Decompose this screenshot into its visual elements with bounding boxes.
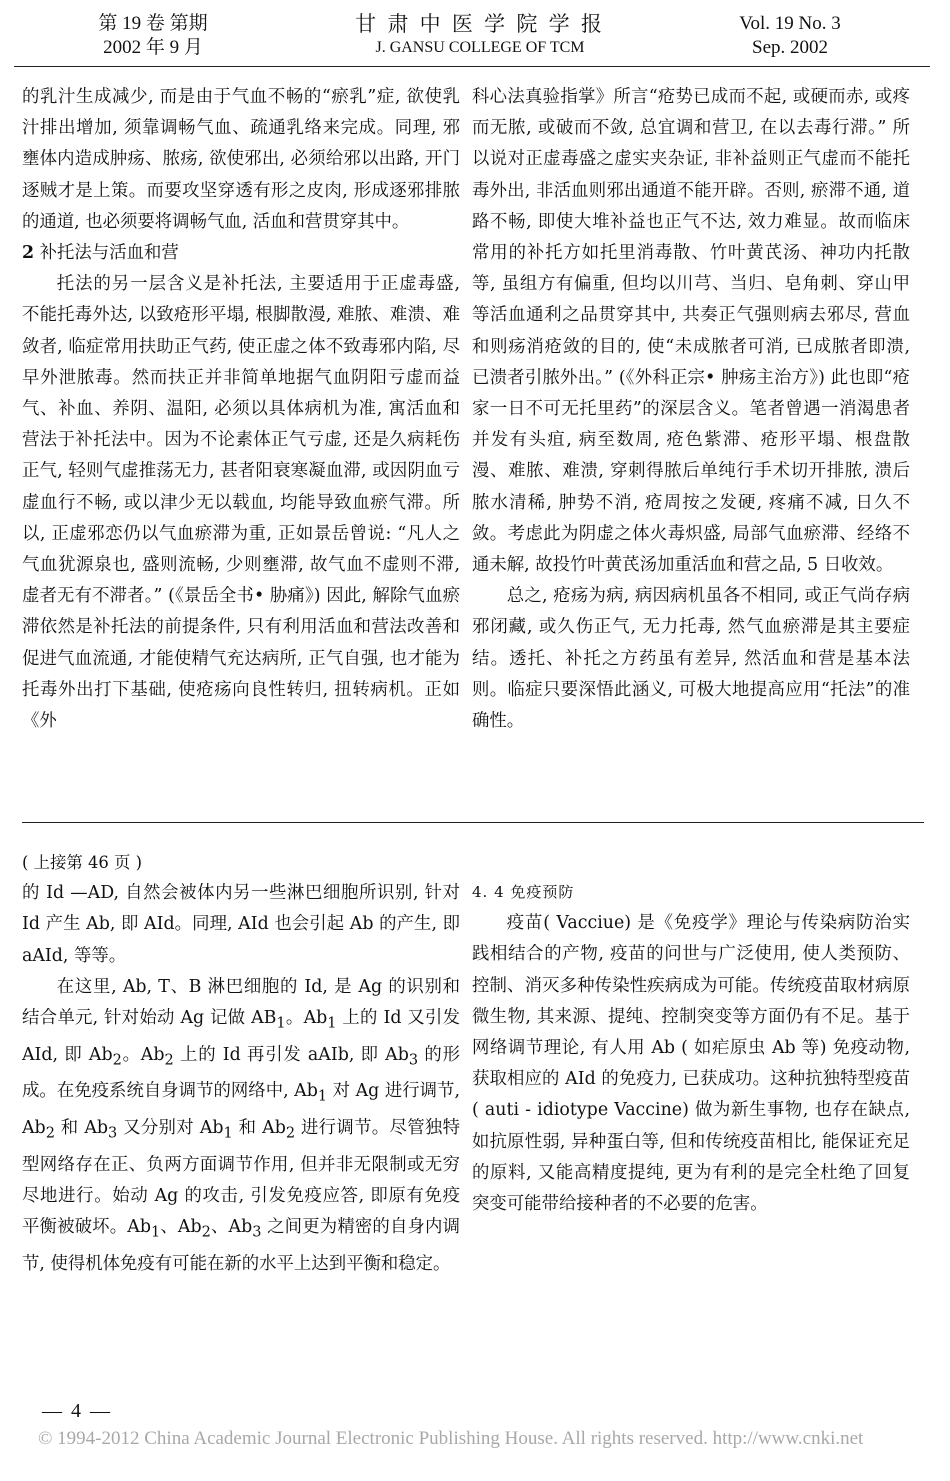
header-vol-no bbox=[690, 12, 890, 60]
section-divider bbox=[22, 822, 924, 823]
continuation-column-left bbox=[22, 847, 460, 1280]
page-number: — 4 — bbox=[42, 1400, 112, 1422]
copyright-notice: © 1994-2012 China Academic Journal Electronic Publishing House. All rights reserved. http://www.cnki.net bbox=[38, 1428, 864, 1449]
article-column-left bbox=[22, 82, 460, 737]
header-vol-number: Vol. 19 No. 3 bbox=[739, 13, 841, 34]
paragraph: 托法的另一层含义是补托法, 主要适用于正虚毒盛, 不能托毒外达, 以致疮形平塌, 根脚散漫, 难脓、难溃、难敛者, 临症常用扶助正气药, 使正虚之体不致毒邪内陷, 尽早外泄脓毒。然而扶正并非简单地据气血阴阳亏虚而益气、补血、养阴、温阳, 必须以具体病机为准, 寓活血和营法于补托法中。因为不论素体正气亏虚, 还是久病耗伤正气, 轻则气虚推荡无力, 甚者阳衰寒凝血滞, 或因阴血亏虚血行不畅, 或以津少无以载血, 均能导致血瘀气滞。所以, 正虚邪恋仍以气血瘀滞为重, 正如景岳曾说: “凡人之气血犹源泉也, 盛则流畅, 少则壅滞, 故气血不虚则不滞, 虚者无有不滞者。” (《景岳全书• 胁痛》) 因此, 解除气血瘀滞依然是补托法的前提条件, 只有利用活血和营法改善和促进气血流通, 才能使精气充达病所, 正气自强, 也才能为托毒外出打下基础, 使疮疡向良性转归, 扭转病机。正如《外 bbox=[22, 274, 460, 732]
paragraph: 的乳汁生成减少, 而是由于气血不畅的“瘀乳”症, 欲使乳汁排出增加, 须靠调畅气血、疏通乳络来完成。同理, 邪壅体内造成肿疡、脓疡, 欲使邪出, 必须给邪以出路, 开门逐贼才是上策。而要攻坚穿透有形之皮肉, 形成逐邪排脓的通道, 也必须要将调畅气血, 活血和营贯穿其中。 bbox=[22, 87, 460, 232]
header-journal-title bbox=[330, 12, 630, 60]
journal-title-cn: 甘 肃 中 医 学 院 学 报 bbox=[355, 12, 605, 36]
header-volume: 第 19 卷 第期 bbox=[98, 13, 208, 34]
section-heading bbox=[22, 238, 460, 269]
paragraph: 在这里, Ab, T、B 淋巴细胞的 Id, 是 Ag 的识别和结合单元, 针对始动 Ag 记做 $AB_1$。$Ab_1$ 上的 Id 又引发 AId, 即 $Ab_2$。$Ab_2$ 上的 Id 再引发 aAIb, 即 $Ab_3$ 的形成。在免疫系统自身调节的网络中, $Ab_1$ 对 Ag 进行调节, $Ab_2$ 和 $Ab_3$ 又分别对 $Ab_1$ 和 $Ab_2$ 进行调节。尽管独特型网络存在正、负两方面调节作用, 但并非无限制或无穷尽地进行。始动 Ag 的攻击, 引发免疫应答, 即原有免疫平衡被破坏。$Ab_1$、$Ab_2$、$Ab_3$ 之间更为精密的自身内调节, 使得机体免疫有可能在新的水平上达到平衡和稳定。 bbox=[22, 976, 461, 1274]
paragraph: 科心法真验指掌》所言“疮势已成而不起, 或硬而赤, 或疼而无脓, 或破而不敛, 总宜调和营卫, 在以去毒行滞。” 所以说对正虚毒盛之虚实夹杂证, 非补益则正气虚而不能托毒外出, 非活血则邪出通道不能开辟。否则, 瘀滞不通, 道路不畅, 即使大堆补益也正气不达, 效力难显。故而临床常用的补托方如托里消毒散、竹叶黄芪汤、神功内托散等, 虽组方有偏重, 但均以川芎、当归、皂角刺、穿山甲等活血通利之品贯穿其中, 共奏正气强则病去邪尽, 营血和则疡消疮敛的目的, 使“未成脓者可消, 已成脓者即溃, 已溃者引脓外出。” (《外科正宗• 肿疡主治方》) 此也即“疮家一日不可无托里药”的深层含义。笔者曾遇一消渴患者并发有头疽, 病至数周, 疮色紫滞、疮形平塌、根盘散漫、难脓、难溃, 穿刺得脓后单纯行手术切开排脓, 溃后脓水清稀, 肿势不消, 疮周按之发硬, 疼痛不减, 日久不敛。考虑此为阴虚之体火毒炽盛, 局部气血瘀滞、经络不通未解, 故投竹叶黄芪汤加重活血和营之品, 5 日收效。 bbox=[472, 87, 910, 576]
subsection-heading: 4. 4 免疫预防 bbox=[472, 883, 575, 901]
article-column-right bbox=[472, 82, 910, 737]
paragraph: 的 Id —AD, 自然会被体内另一些淋巴细胞所识别, 针对 Id 产生 Ab, 即 AId。同理, AId 也会引起 Ab 的产生, 即 aAId, 等等。 bbox=[22, 883, 460, 966]
section-number: 2 bbox=[22, 243, 35, 264]
section-title: 补托法与活血和营 bbox=[34, 243, 179, 264]
header-rule bbox=[14, 66, 930, 67]
paragraph: 疫苗( Vacciue) 是《免疫学》理论与传染病防治实践相结合的产物, 疫苗的问世与广泛使用, 使人类预防、控制、消灭多种传染性疾病成为可能。传统疫苗取材病原微生物, 其来源、提纯、控制突变等方面仍有不足。基于网络调节理论, 有人用 Ab ( 如疟原虫 Ab 等) 免疫动物, 获取相应的 AId 的免疫力, 已获成功。这种抗独特型疫苗 ( auti - idiotype Vaccine) 做为新生事物, 也存在缺点, 如抗原性弱, 异种蛋白等, 但和传统疫苗相比, 能保证充足的原料, 又能高精度提纯, 更为有利的是完全杜绝了回复突变可能带给接种者的不必要的危害。 bbox=[472, 913, 910, 1215]
header-volume-issue bbox=[58, 12, 248, 60]
paragraph: 总之, 疮疡为病, 病因病机虽各不相同, 或正气尚存病邪闭藏, 或久伤正气, 无力托毒, 然气血瘀滞是其主要症结。透托、补托之方药虽有差异, 然活血和营是基本法则。临症只要深悟此涵义, 可极大地提高应用“托法”的准确性。 bbox=[472, 586, 910, 732]
header-date: 2002 年 9 月 bbox=[103, 37, 203, 58]
continuation-column-right bbox=[472, 877, 910, 1220]
header-month-year: Sep. 2002 bbox=[752, 37, 828, 58]
continuation-note: ( 上接第 46 页 ) bbox=[22, 853, 143, 872]
journal-title-en: J. GANSU COLLEGE OF TCM bbox=[375, 39, 585, 56]
